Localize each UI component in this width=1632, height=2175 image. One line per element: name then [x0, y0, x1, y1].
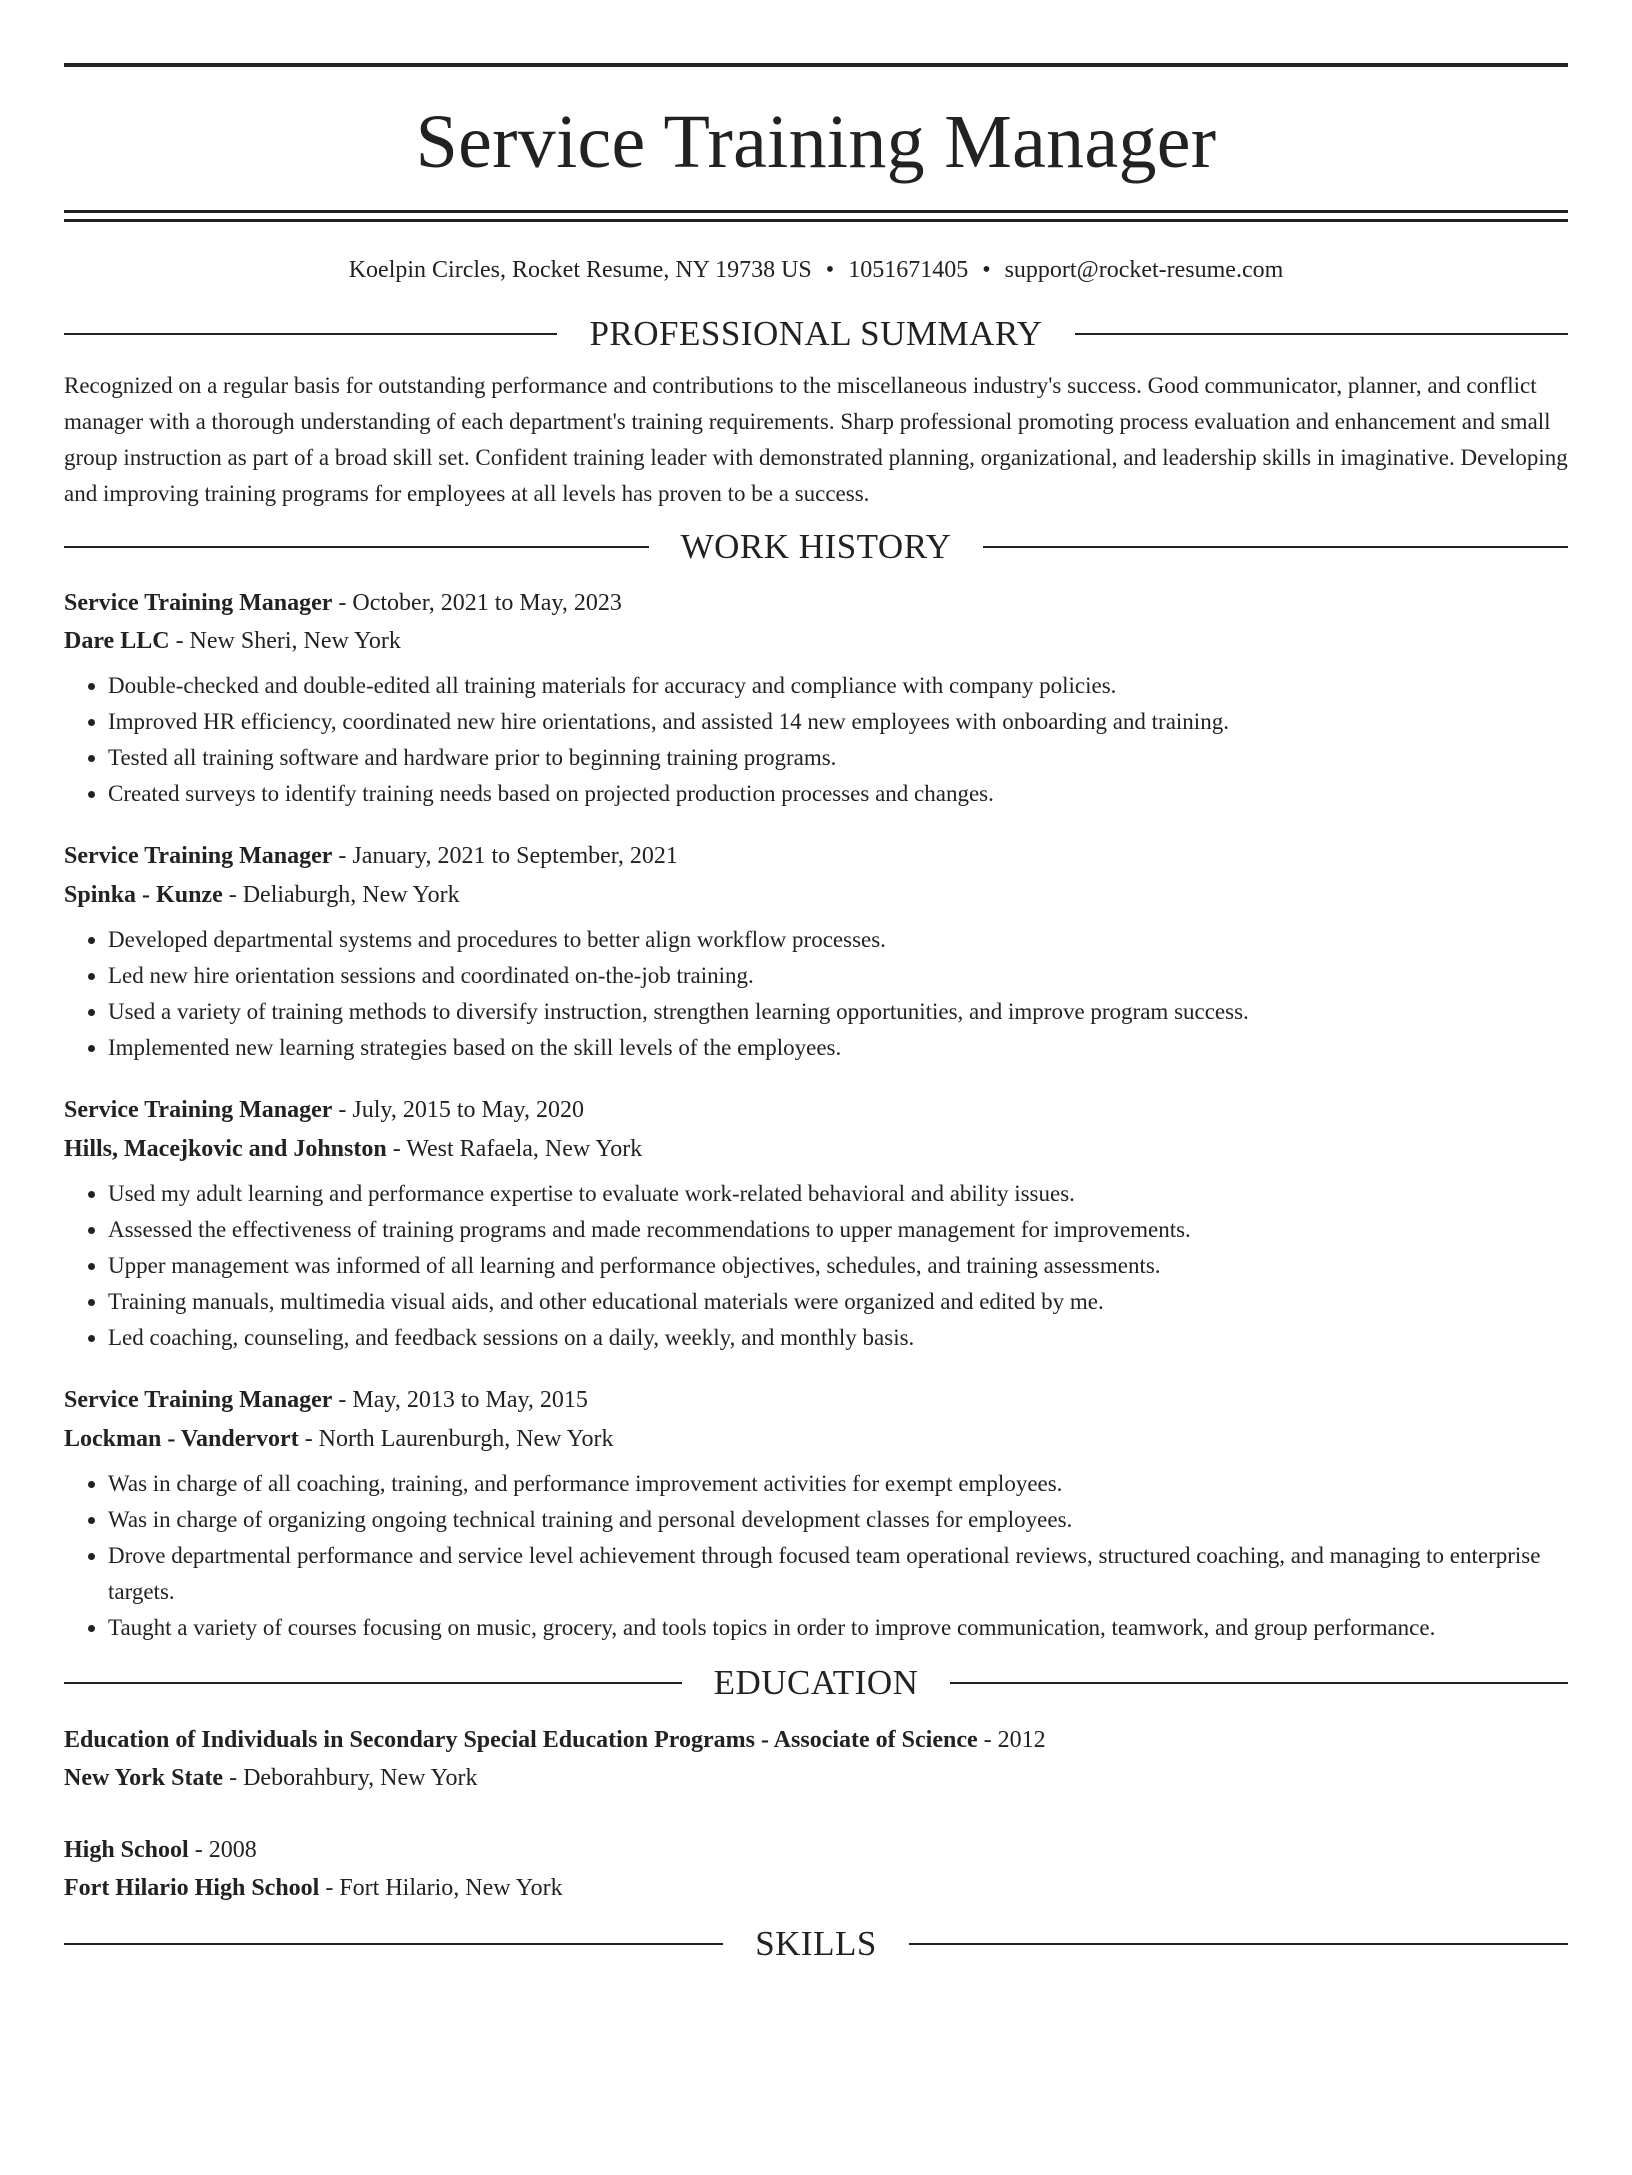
list-item: • Led coaching, counseling, and feedback sessions on a daily, weekly, and monthly basis. [108, 1320, 1568, 1356]
list-item: • Upper management was informed of all learning and performance objectives, schedules, and training assessments. [108, 1248, 1568, 1284]
job-dates: - October, 2021 to May, 2023 [332, 590, 622, 616]
contact-phone: 1051671405 [848, 257, 969, 283]
degree-year: - 2012 [977, 1727, 1046, 1753]
job-company-line [64, 1427, 1568, 1451]
school-line [64, 1876, 1568, 1900]
education-entry [64, 1728, 1568, 1790]
job-company-line [64, 629, 1568, 653]
job-dates: - May, 2013 to May, 2015 [332, 1387, 588, 1413]
list-item: • Used my adult learning and performance expertise to evaluate work-related behavioral and ability issues. [108, 1176, 1568, 1212]
degree-line [64, 1728, 1568, 1752]
job-dates: - July, 2015 to May, 2020 [332, 1097, 584, 1123]
list-item: • Tested all training software and hardware prior to beginning training programs. [108, 740, 1568, 776]
heading-rule-left [64, 1943, 723, 1945]
job-title: Service Training Manager [64, 590, 333, 616]
list-item: • Training manuals, multimedia visual aids, and other educational materials were organized and edited by me. [108, 1284, 1568, 1320]
job-location: - New Sheri, New York [169, 628, 401, 654]
job-company-line [64, 1137, 1568, 1161]
resume-title: Service Training Manager [415, 100, 1217, 184]
job-location: - West Rafaela, New York [386, 1136, 643, 1162]
work-heading: WORK HISTORY [680, 527, 952, 566]
list-item: • Created surveys to identify training needs based on projected production processes and changes. [108, 776, 1568, 812]
job-title-line [64, 1388, 1568, 1412]
contact-separator: • [982, 257, 991, 283]
education-heading-row [64, 1665, 1568, 1700]
list-item: • Implemented new learning strategies based on the skill levels of the employees. [108, 1030, 1568, 1066]
education-heading: EDUCATION [713, 1663, 919, 1702]
job-title-line [64, 591, 1568, 615]
job-location: - North Laurenburgh, New York [298, 1426, 614, 1452]
heading-rule-right [909, 1943, 1568, 1945]
list-item: • Led new hire orientation sessions and coordinated on-the-job training. [108, 958, 1568, 994]
degree-year: - 2008 [188, 1837, 257, 1863]
heading-rule-right [950, 1682, 1568, 1684]
job-company: Spinka - Kunze [64, 882, 223, 908]
resume-page [0, 63, 1632, 2175]
job-company: Lockman - Vandervort [64, 1426, 299, 1452]
contact-separator: • [825, 257, 835, 283]
job-location: - Deliaburgh, New York [222, 882, 460, 908]
job-bullets [64, 922, 1568, 1066]
job-title: Service Training Manager [64, 1387, 333, 1413]
job-company-line [64, 883, 1568, 907]
school-line [64, 1766, 1568, 1790]
skills-heading: SKILLS [755, 1924, 877, 1963]
school-name: Fort Hilario High School [64, 1875, 320, 1901]
school-location: - Fort Hilario, New York [319, 1875, 563, 1901]
job-company: Hills, Macejkovic and Johnston [64, 1136, 387, 1162]
list-item: • Double-checked and double-edited all training materials for accuracy and compliance with company policies. [108, 668, 1568, 704]
list-item: • Improved HR efficiency, coordinated new hire orientations, and assisted 14 new employees with onboarding and training. [108, 704, 1568, 740]
list-item: • Developed departmental systems and procedures to better align workflow processes. [108, 922, 1568, 958]
degree-name: High School [64, 1837, 189, 1863]
list-item: • Assessed the effectiveness of training programs and made recommendations to upper management for improvements. [108, 1212, 1568, 1248]
job-bullets [64, 1466, 1568, 1646]
degree-line [64, 1838, 1568, 1862]
job-title: Service Training Manager [64, 1097, 333, 1123]
job-entry [64, 844, 1568, 1066]
skills-heading-row [64, 1926, 1568, 1961]
summary-text: Recognized on a regular basis for outstanding performance and contributions to the miscellaneous industry's success. Good communicator, planner, and conflict manager with a thorough understanding of each department's training requirements. Sharp professional promoting process evaluation and enhancement and small group instruction as part of a broad skill set. Confident training leader with demonstrated planning, organizational, and leadership skills in imaginative. Developing and improving training programs for employees at all levels has proven to be a success. [64, 373, 1568, 506]
title-double-rule [64, 210, 1568, 222]
job-entry [64, 591, 1568, 812]
list-item: • Drove departmental performance and service level achievement through focused team operational reviews, structured coaching, and managing to enterprise targets. [108, 1538, 1568, 1610]
list-item: • Used a variety of training methods to diversify instruction, strengthen learning opportunities, and improve program success. [108, 994, 1568, 1030]
job-entry [64, 1388, 1568, 1646]
school-location: - Deborahbury, New York [223, 1765, 478, 1791]
top-rule [64, 63, 1568, 67]
summary-heading: PROFESSIONAL SUMMARY [589, 314, 1043, 353]
job-title-line [64, 1098, 1568, 1122]
list-item: • Was in charge of organizing ongoing technical training and personal development classes for employees. [108, 1502, 1568, 1538]
job-title-line [64, 844, 1568, 868]
contact-email: support@rocket-resume.com [1004, 257, 1284, 283]
degree-name: Education of Individuals in Secondary Special Education Programs - Associate of Science [64, 1727, 978, 1753]
job-bullets [64, 668, 1568, 812]
job-dates: - January, 2021 to September, 2021 [332, 843, 678, 869]
list-item: • Was in charge of all coaching, training, and performance improvement activities for exempt employees. [108, 1466, 1568, 1502]
summary-heading-row [64, 316, 1568, 351]
list-item: • Taught a variety of courses focusing on music, grocery, and tools topics in order to improve communication, teamwork, and group performance. [108, 1610, 1568, 1646]
contact-line [64, 258, 1568, 282]
job-title: Service Training Manager [64, 843, 333, 869]
job-company: Dare LLC [64, 628, 170, 654]
heading-rule-left [64, 333, 557, 335]
heading-rule-left [64, 546, 649, 548]
contact-address: Koelpin Circles, Rocket Resume, NY 19738 US [348, 257, 812, 283]
school-name: New York State [64, 1765, 224, 1791]
heading-rule-left [64, 1682, 682, 1684]
job-entry [64, 1098, 1568, 1356]
work-heading-row [64, 529, 1568, 564]
heading-rule-right [1075, 333, 1568, 335]
heading-rule-right [983, 546, 1568, 548]
job-bullets [64, 1176, 1568, 1356]
education-entry [64, 1838, 1568, 1900]
